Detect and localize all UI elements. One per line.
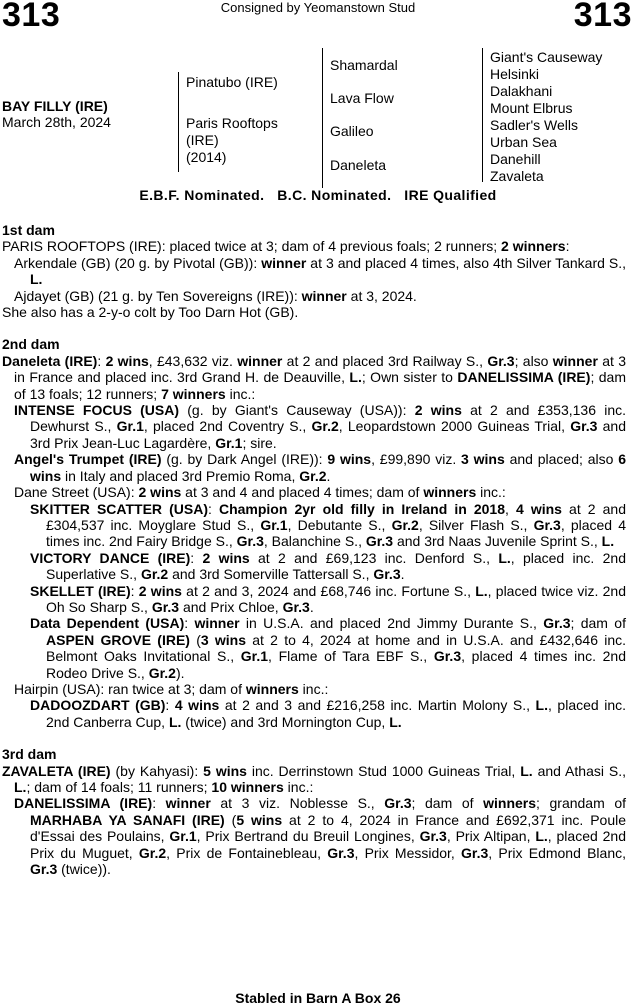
text: ; grandam of (536, 795, 627, 812)
bold-text: winner (194, 615, 240, 632)
danelissima-entry (2, 795, 626, 877)
pedigree-gen3-0: Giant's Causeway (490, 49, 603, 65)
pedigree-gen3-5: Urban Sea (490, 134, 557, 150)
text: Dane Street (USA): (14, 484, 139, 501)
text: : (208, 500, 219, 517)
text: , £99,890 viz. (371, 451, 462, 468)
first-dam-note: She also has a 2-y-o colt by Too Darn Hot (GB). (2, 304, 299, 321)
text: at 2 and £69,123 inc. Denford S., (249, 549, 499, 566)
bold-text: 2 wins (202, 549, 250, 566)
consignor: Consigned by Yeomanstown Stud (220, 0, 416, 15)
pedigree-divider-1 (178, 72, 179, 172)
bold-text: winner (552, 352, 598, 369)
bold-text: L. (475, 582, 488, 599)
bold-text: Gr.3 (487, 352, 515, 369)
bold-text: Gr.3 (365, 533, 394, 550)
hairpin-entry (2, 681, 626, 697)
pedigree-divider-3 (482, 48, 483, 182)
first-dam-heading: 1st dam (2, 222, 55, 238)
bold-text: winner (237, 352, 283, 369)
bold-text: Gr.3 (570, 418, 598, 435)
pedigree-divider-2 (322, 48, 323, 188)
bold-text: 4 wins (174, 697, 220, 714)
text: , Prix Edmond Blanc, (488, 844, 626, 861)
text: (twice) and 3rd Mornington Cup, (181, 713, 390, 730)
pedigree-gen3-4: Sadler's Wells (490, 117, 578, 133)
text: inc.: (476, 484, 506, 501)
text: and 3rd Naas Juvenile Sprint S., (393, 533, 602, 550)
bold-text: winner (165, 795, 211, 812)
bold-text: L. (30, 271, 43, 288)
text: ; Own sister to (361, 369, 458, 386)
data-dependent-entry (2, 615, 626, 681)
text: PARIS ROOFTOPS (IRE): placed twice at 3; dam of 4 previous foals; 2 runners; (2, 238, 502, 255)
text: at 3 in France and placed inc. 3rd Grand H. de Deauville, (14, 352, 626, 386)
stabled-location: Stabled in Barn A Box 26 (235, 990, 401, 1006)
text: inc.: (283, 779, 314, 795)
pedigree-gen3-2: Dalakhani (490, 83, 553, 99)
bold-text: 9 wins (327, 451, 372, 468)
text: at 3, 2024. (346, 287, 417, 304)
text: ). (175, 664, 185, 681)
text: in Italy and placed 3rd Premio Roma, (61, 467, 300, 484)
victory-dance-entry (2, 550, 626, 583)
bold-text: Gr.2 (148, 664, 176, 681)
third-dam-heading: 3rd dam (2, 746, 57, 763)
skellet-entry (2, 583, 626, 616)
bold-text: 5 wins (203, 762, 247, 779)
text: , Prix Bertrand du Breuil Longines, (196, 828, 420, 845)
text: , placed inc. 2nd Superlative S., (46, 549, 626, 583)
text: : (152, 795, 166, 812)
text: and 3rd Prix Jean-Luc Lagardère, (30, 418, 626, 451)
bold-text: 2 wins (105, 352, 149, 369)
text: , (505, 500, 516, 517)
bold-text: winners (245, 680, 299, 697)
bold-text: ZAVALETA (IRE) (2, 762, 111, 779)
text: : (565, 238, 570, 255)
bold-text: Gr.3 (30, 861, 58, 878)
daneleta-entry (2, 353, 626, 402)
text: ; also (514, 352, 553, 369)
text: , Leopardstown 2000 Guineas Trial, (338, 418, 571, 435)
bold-text: Data Dependent (USA) (30, 615, 185, 632)
first-dam-entry (2, 238, 626, 254)
bold-text: Gr.1 (169, 828, 197, 845)
pedigree-gen2-0: Shamardal (330, 57, 398, 73)
bold-text: 5 wins (236, 811, 283, 828)
bold-text: Gr.3 (282, 598, 310, 615)
bold-text: winner (261, 254, 307, 271)
bold-text: MARHABA YA SANAFI (IRE) (30, 811, 225, 828)
pedigree-gen3-7: Zavaleta (490, 168, 544, 184)
text: at 3 and placed 4 times, also 4th Silver Tankard S., (306, 254, 627, 271)
bold-text: VICTORY DANCE (IRE) (30, 549, 191, 566)
dane-street-entry (2, 484, 626, 500)
bold-text: Gr.2 (140, 566, 169, 583)
bold-text: Champion 2yr old filly in Ireland in 2018 (218, 500, 505, 517)
bold-text: winners (483, 795, 537, 812)
bold-text: Gr.3 (384, 795, 412, 812)
pedigree-gen2-1: Lava Flow (330, 90, 394, 106)
text: . (400, 566, 405, 583)
text: ( (224, 811, 237, 828)
text: , placed 4 times inc. 2nd Fairy Bridge S., (46, 516, 626, 550)
bold-text: Gr.2 (391, 516, 419, 533)
text: in U.S.A. and placed 2nd Jimmy Durante S., (239, 615, 544, 632)
bold-text: 2 wins (414, 402, 462, 419)
lot-number-left: 313 (2, 0, 61, 34)
bold-text: L. (520, 762, 533, 779)
text: at 2 and £353,136 inc. Dewhurst S., (30, 402, 627, 435)
text: Arkendale (GB) (20 g. by Pivotal (GB)): (14, 254, 262, 271)
text: , Prix Messidor, (354, 844, 462, 861)
pedigree-gen3-6: Danehill (490, 151, 541, 167)
bold-text: DANELISSIMA (IRE) (457, 369, 591, 386)
text: at 2 and 3 and £216,258 inc. Martin Molony S., (219, 697, 536, 714)
angels-trumpet-entry (2, 451, 626, 484)
text: and placed; also (504, 451, 619, 468)
text: and 3rd Somerville Tattersall S., (168, 566, 374, 583)
text: (g. by Dark Angel (IRE)): (161, 451, 328, 468)
text: inc. Derrinstown Stud 1000 Guineas Trial, (246, 762, 521, 779)
pedigree-dam-year: (2014) (186, 149, 227, 165)
bold-text: 7 winners (161, 385, 226, 402)
text: (g. by Giant's Causeway (USA)): (179, 402, 415, 419)
bold-text: ASPEN GROVE (IRE) (46, 631, 190, 648)
horse-dob: March 28th, 2024 (2, 114, 111, 130)
text: (by Kahyasi): (110, 762, 204, 779)
pedigree-gen2-2: Galileo (330, 123, 374, 139)
bold-text: 4 wins (515, 500, 562, 517)
nominations: E.B.F. Nominated. B.C. Nominated. IRE Qualified (139, 187, 497, 203)
zavaleta-entry (2, 763, 626, 796)
bold-text: Gr.3 (533, 516, 561, 533)
bold-text: Gr.3 (373, 566, 401, 583)
bold-text: Gr.1 (215, 434, 243, 451)
bold-text: Gr.3 (419, 828, 447, 845)
second-dam-heading: 2nd dam (2, 336, 60, 353)
bold-text: 3 wins (200, 631, 247, 648)
text: , placed inc. 2nd Canberra Cup, (46, 697, 627, 730)
text: , placed 2nd Prix du Muguet, (30, 828, 626, 861)
bold-text: 2 winners (501, 238, 566, 255)
catalogue-body (2, 222, 626, 877)
intense-focus-entry (2, 402, 626, 451)
pedigree-gen3-3: Mount Elbrus (490, 100, 573, 116)
lot-number-right: 313 (573, 0, 632, 34)
text: and Prix Chloe, (179, 598, 283, 615)
text: ; dam of 13 foals; 12 runners; (14, 369, 626, 402)
bold-text: Gr.3 (433, 648, 462, 665)
bold-text: Daneleta (IRE) (2, 352, 98, 369)
bold-text: DADOOZDART (GB) (30, 697, 166, 714)
bold-text: SKITTER SCATTER (USA) (30, 500, 208, 517)
text: , placed 4 times inc. 2nd Rodeo Drive S., (46, 648, 626, 681)
bold-text: DANELISSIMA (IRE) (14, 795, 153, 812)
bold-text: L. (168, 713, 182, 730)
pedigree-dam (186, 115, 278, 166)
bold-text: L. (14, 779, 27, 795)
text: inc.: (225, 385, 256, 402)
pedigree-gen3 (490, 49, 602, 185)
dadoozdart-entry (2, 697, 626, 730)
text: . (309, 598, 314, 615)
text: , Prix de Fontainebleau, (166, 844, 328, 861)
text: , Balanchine S., (263, 533, 366, 550)
text: , Prix Altipan, (446, 828, 536, 845)
text: at 2 to 4, 2024 in France and £692,371 inc. Poule d'Essai des Poulains, (30, 811, 626, 845)
produce-arkendale (2, 255, 626, 288)
text: ; sire. (242, 434, 277, 451)
text: : (97, 352, 106, 369)
bold-text: 2 wins (138, 582, 182, 599)
text: ; dam of (411, 795, 484, 812)
bold-text: Gr.2 (299, 467, 327, 484)
text: . (326, 467, 331, 484)
bold-text: SKELLET (IRE) (30, 582, 131, 599)
text: , £43,632 viz. (148, 352, 238, 369)
text: , placed 2nd Coventry S., (143, 418, 312, 435)
text: Hairpin (USA): ran twice at 3; dam of (14, 680, 246, 697)
bold-text: L. (535, 828, 548, 845)
text: at 2 and 3, 2024 and £68,746 inc. Fortune S., (181, 582, 476, 599)
text: at 2 and £304,537 inc. Moyglare Stud S., (46, 500, 626, 533)
horse-name: BAY FILLY (IRE) (2, 98, 108, 114)
bold-text: Gr.1 (260, 516, 288, 533)
bold-text: 3 wins (461, 451, 505, 468)
bold-text: 2 wins (138, 484, 182, 501)
bold-text: Angel's Trumpet (IRE) (14, 451, 162, 468)
text: , Silver Flash S., (418, 516, 534, 533)
bold-text: winner (301, 287, 347, 304)
skitter-scatter-entry (2, 501, 626, 550)
pedigree-dam-country: (IRE) (186, 132, 219, 148)
bold-text: Gr.3 (461, 844, 489, 861)
bold-text: L. (601, 533, 615, 550)
bold-text: L. (535, 697, 548, 714)
bold-text: Gr.2 (138, 844, 167, 861)
bold-text: Gr.1 (240, 648, 269, 665)
text: at 2 and placed 3rd Railway S., (282, 352, 488, 369)
text: and Athasi S., (532, 762, 626, 779)
bold-text: 10 winners (211, 779, 284, 795)
text: : (184, 615, 195, 632)
bold-text: Gr.1 (116, 418, 144, 435)
bold-text: L. (349, 369, 362, 386)
text: ; dam of (570, 615, 626, 632)
text: ; dam of 14 foals; 11 runners; (26, 779, 212, 795)
pedigree-sire: Pinatubo (IRE) (186, 74, 278, 90)
text: , Flame of Tara EBF S., (268, 648, 434, 665)
horse-info (2, 98, 111, 130)
text: at 3 and 4 and placed 4 times; dam of (181, 484, 424, 501)
bold-text: Gr.3 (236, 533, 264, 550)
text: inc.: (298, 680, 329, 697)
pedigree-dam-name: Paris Rooftops (186, 115, 278, 131)
text: at 2 to 4, 2024 at home and in U.S.A. and £432,646 inc. Belmont Oaks Invitational S., (46, 631, 627, 665)
pedigree-gen2-3: Daneleta (330, 157, 387, 173)
bold-text: L. (389, 713, 402, 730)
bold-text: winners (423, 484, 477, 501)
bold-text: Gr.3 (327, 844, 355, 861)
bold-text: L. (498, 549, 511, 566)
bold-text: Gr.3 (151, 598, 180, 615)
bold-text: INTENSE FOCUS (USA) (14, 402, 180, 419)
bold-text: Gr.2 (311, 418, 339, 435)
text: : (190, 549, 203, 566)
text: : (130, 582, 139, 599)
text: , placed twice viz. 2nd Oh So Sharp S., (46, 582, 626, 615)
produce-ajdayet (2, 288, 626, 304)
text: (twice)). (57, 861, 111, 878)
pedigree-gen3-1: Helsinki (490, 66, 540, 82)
text: : (165, 697, 175, 714)
bold-text: Gr.3 (543, 615, 571, 632)
text: ( (189, 631, 201, 648)
text: , Debutante S., (287, 516, 392, 533)
text: at 3 viz. Noblesse S., (210, 795, 385, 812)
bold-text: 6 wins (30, 451, 626, 484)
text: Ajdayet (GB) (21 g. by Ten Sovereigns (IRE)): (14, 287, 302, 304)
